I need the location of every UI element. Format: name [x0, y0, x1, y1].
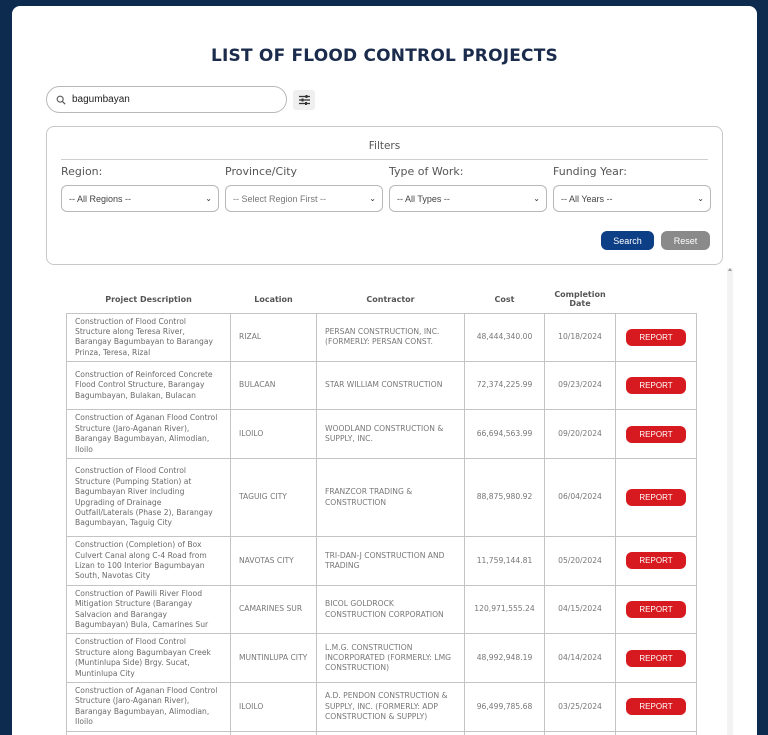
- table-row: [67, 585, 697, 634]
- cell-cost: 66,694,563.99: [465, 410, 545, 459]
- cell-location: NAVOTAS CITY: [231, 537, 317, 586]
- header-action: [616, 286, 697, 313]
- cell-action: [616, 313, 697, 362]
- cell-contractor: FRANZCOR TRADING & CONSTRUCTION: [317, 459, 465, 537]
- report-button[interactable]: REPORT: [626, 426, 686, 443]
- cell-contractor: BICOL GOLDROCK CONSTRUCTION CORPORATION: [317, 585, 465, 634]
- cell-cost: 88,875,980.92: [465, 459, 545, 537]
- cell-action: [616, 362, 697, 410]
- cell-contractor: WOODLAND CONSTRUCTION & SUPPLY, INC.: [317, 410, 465, 459]
- cell-completion-date: 09/20/2024: [545, 410, 616, 459]
- chevron-down-icon: ⌄: [697, 194, 704, 203]
- projects-table: [66, 286, 697, 735]
- cell-contractor: [317, 731, 465, 735]
- cell-cost: 48,444,340.00: [465, 313, 545, 362]
- cell-location: ILOILO: [231, 410, 317, 459]
- cell-cost: 96,499,785.68: [465, 683, 545, 732]
- cell-action: [616, 537, 697, 586]
- report-button[interactable]: REPORT: [626, 329, 686, 346]
- type-of-work-selected: -- All Types --: [397, 193, 450, 204]
- cell-cost: 72,374,225.99: [465, 362, 545, 410]
- filters-divider: [61, 159, 708, 160]
- report-button[interactable]: REPORT: [626, 650, 686, 667]
- chevron-down-icon: ⌄: [533, 194, 540, 203]
- cell-description: Construction of Flood Control Structure along Bagumbayan Creek (Muntinlupa Side) Brgy. Sucat, Muntinlupa City: [67, 634, 231, 683]
- region-filter: [61, 165, 219, 212]
- type-of-work-filter: [389, 165, 547, 212]
- cell-cost: 48,992,948.19: [465, 634, 545, 683]
- cell-location: [231, 731, 317, 735]
- cell-contractor: PERSAN CONSTRUCTION, INC. (FORMERLY: PERSAN CONST.: [317, 313, 465, 362]
- province-label: Province/City: [225, 165, 298, 178]
- cell-description: Construction (Completion) of Box Culvert Canal along C-4 Road from Lizan to 100 Interior Bagumbayan South, Navotas City: [67, 537, 231, 586]
- table-row: [67, 362, 697, 410]
- cell-completion-date: 10/18/2024: [545, 313, 616, 362]
- cell-completion-date: 03/25/2024: [545, 683, 616, 732]
- search-input[interactable]: [72, 94, 272, 105]
- table-row: [67, 537, 697, 586]
- funding-year-filter: [553, 165, 711, 212]
- cell-completion-date: 04/15/2024: [545, 585, 616, 634]
- cell-location: CAMARINES SUR: [231, 585, 317, 634]
- cell-contractor: TRI-DAN-J CONSTRUCTION AND TRADING: [317, 537, 465, 586]
- search-button[interactable]: Search: [601, 231, 654, 250]
- table-row: [67, 459, 697, 537]
- report-button[interactable]: REPORT: [626, 552, 686, 569]
- header-contractor: Contractor: [366, 294, 415, 304]
- cell-cost: 120,971,555.24: [465, 585, 545, 634]
- search-icon: [56, 95, 66, 105]
- table-header-row: [67, 286, 697, 313]
- cell-location: MUNTINLUPA CITY: [231, 634, 317, 683]
- cell-contractor: STAR WILLIAM CONSTRUCTION: [317, 362, 465, 410]
- cell-completion-date: 04/14/2024: [545, 634, 616, 683]
- cell-description: Construction of Pawili River Flood Mitigation Structure (Barangay Salvacion and Barangay Bagumbayan) Bula, Camarines Sur: [67, 585, 231, 634]
- cell-description: [67, 731, 231, 735]
- cell-location: RIZAL: [231, 313, 317, 362]
- region-select[interactable]: [61, 185, 219, 212]
- report-button[interactable]: REPORT: [626, 601, 686, 618]
- chevron-down-icon: ⌄: [369, 194, 376, 203]
- cell-completion-date: [545, 731, 616, 735]
- cell-completion-date: 09/23/2024: [545, 362, 616, 410]
- report-button[interactable]: REPORT: [626, 489, 686, 506]
- table-row: [67, 683, 697, 732]
- projects-table-container: [66, 286, 698, 735]
- region-selected: -- All Regions --: [69, 193, 132, 204]
- cell-location: ILOILO: [231, 683, 317, 732]
- cell-cost: [465, 731, 545, 735]
- filter-toggle-button[interactable]: [293, 90, 315, 110]
- chevron-down-icon: ⌄: [205, 194, 212, 203]
- main-card: [12, 6, 757, 735]
- funding-year-label: Funding Year:: [553, 165, 627, 178]
- report-button[interactable]: REPORT: [626, 698, 686, 715]
- province-filter: [225, 165, 383, 212]
- reset-button[interactable]: Reset: [661, 231, 710, 250]
- filters-panel: [46, 126, 723, 265]
- cell-contractor: A.D. PENDON CONSTRUCTION & SUPPLY, INC. (FORMERLY: ADP CONSTRUCTION & SUPPLY): [317, 683, 465, 732]
- cell-description: Construction of Flood Control Structure (Pumping Station) at Bagumbayan River including Upgrading of Drainage Outfall/Laterals (Phase 2), Barangay Bagumbayan, Taguig City: [67, 459, 231, 537]
- province-selected: -- Select Region First --: [233, 193, 327, 204]
- cell-description: Construction of Flood Control Structure along Teresa River, Barangay Bagumbayan to Barangay Prinza, Teresa, Rizal: [67, 313, 231, 362]
- header-description: Project Description: [105, 294, 192, 304]
- search-box[interactable]: [46, 86, 287, 113]
- page-title: LIST OF FLOOD CONTROL PROJECTS: [211, 46, 558, 66]
- type-of-work-select[interactable]: [389, 185, 547, 212]
- cell-action: [616, 585, 697, 634]
- cell-cost: 11,759,144.81: [465, 537, 545, 586]
- report-button[interactable]: REPORT: [626, 377, 686, 394]
- cell-description: Construction of Aganan Flood Control Structure (Jaro-Aganan River), Barangay Bagumbayan, Alimodian, Iloilo: [67, 410, 231, 459]
- scroll-up-arrow-icon[interactable]: [728, 268, 732, 271]
- cell-completion-date: 06/04/2024: [545, 459, 616, 537]
- cell-location: BULACAN: [231, 362, 317, 410]
- cell-action: [616, 683, 697, 732]
- funding-year-selected: -- All Years --: [561, 193, 613, 204]
- cell-contractor: L.M.G. CONSTRUCTION INCORPORATED (FORMERLY: LMG CONSTRUCTION): [317, 634, 465, 683]
- cell-description: Construction of Aganan Flood Control Structure (Jaro-Aganan River), Barangay Bagumbayan, Alimodian, Iloilo: [67, 683, 231, 732]
- filters-title: Filters: [368, 140, 401, 152]
- funding-year-select[interactable]: [553, 185, 711, 212]
- type-of-work-label: Type of Work:: [389, 165, 464, 178]
- table-row: [67, 634, 697, 683]
- region-label: Region:: [61, 165, 103, 178]
- header-location: Location: [254, 294, 293, 304]
- sliders-icon: [298, 94, 311, 106]
- header-completion-date: Completion Date: [554, 290, 606, 309]
- cell-description: Construction of Reinforced Concrete Flood Control Structure, Barangay Bagumbayan, Bulakan, Bulacan: [67, 362, 231, 410]
- cell-action: [616, 634, 697, 683]
- cell-completion-date: 05/20/2024: [545, 537, 616, 586]
- table-row: [67, 410, 697, 459]
- province-select[interactable]: [225, 185, 383, 212]
- cell-action: [616, 459, 697, 537]
- header-cost: Cost: [494, 294, 515, 304]
- scrollbar[interactable]: [727, 268, 733, 735]
- cell-location: TAGUIG CITY: [231, 459, 317, 537]
- table-row: [67, 313, 697, 362]
- cell-action: [616, 410, 697, 459]
- table-row: [67, 731, 697, 735]
- cell-action: [616, 731, 697, 735]
